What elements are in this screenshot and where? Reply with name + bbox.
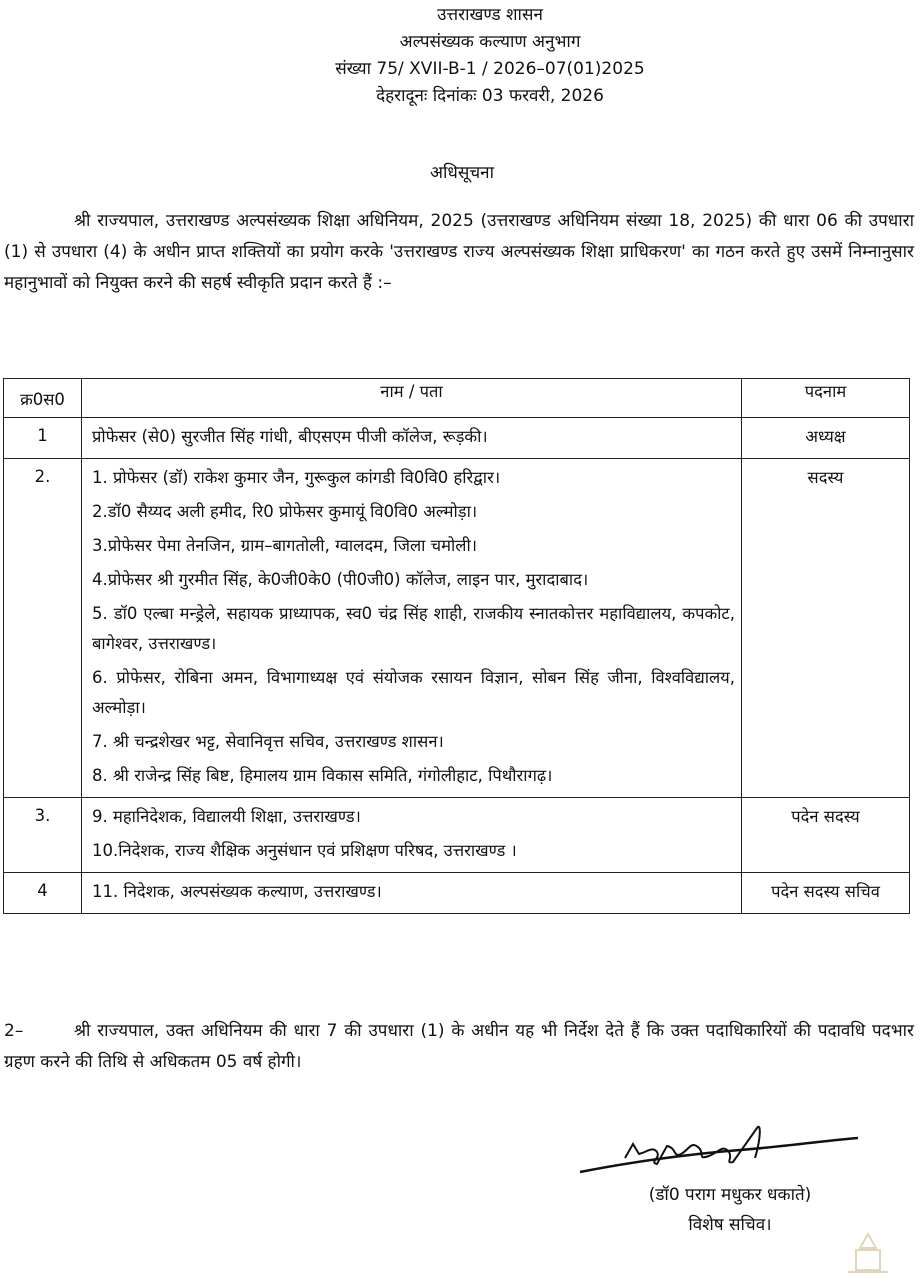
member-entry: 3.प्रोफेसर पेमा तेनजिन, ग्राम–बागतोली, ग्वालदम, जिला चमोली। bbox=[92, 536, 478, 555]
reference-number: संख्या 75/ XVII-B-1 / 2026–07(01)2025 bbox=[335, 59, 645, 79]
letterhead bbox=[300, 2, 680, 110]
member-entry: 1. प्रोफेसर (डॉ) राकेश कुमार जैन, गुरूकुल कांगडी वि0वि0 हरिद्वार। bbox=[92, 468, 501, 487]
designation-cell: अध्यक्ष bbox=[742, 418, 910, 459]
signatory-designation: विशेष सचिव। bbox=[688, 1215, 772, 1235]
table-row bbox=[4, 798, 910, 873]
intro-paragraph bbox=[4, 206, 914, 299]
table-header-row bbox=[4, 379, 910, 418]
member-entry: 9. महानिदेशक, विद्यालयी शिक्षा, उत्तराखण्ड। bbox=[92, 807, 361, 826]
member-entry: 5. डॉ0 एल्बा मन्ड्रेले, सहायक प्राध्यापक, स्व0 चंद्र सिंह शाही, राजकीय स्नातकोत्तर महाविद्यालय, कपकोट, बागेश्वर, उत्तराखण्ड। bbox=[92, 604, 735, 653]
serial-number-cell: 4 bbox=[4, 873, 82, 914]
header-name: नाम / पता bbox=[82, 379, 742, 418]
table-row bbox=[4, 418, 910, 459]
serial-number-cell: 1 bbox=[4, 418, 82, 459]
name-address-cell bbox=[82, 459, 742, 798]
clause-number: 2– bbox=[4, 1021, 24, 1041]
members-table bbox=[3, 378, 910, 914]
signatory-block bbox=[600, 1180, 860, 1240]
designation-cell: पदेन सदस्य bbox=[742, 798, 910, 873]
clause-2 bbox=[4, 1016, 914, 1078]
name-address-cell bbox=[82, 798, 742, 873]
member-entry: 8. श्री राजेन्द्र सिंह बिष्ट, हिमालय ग्राम विकास समिति, गंगोलीहाट, पिथौरागढ़। bbox=[92, 766, 553, 785]
name-address-cell bbox=[82, 418, 742, 459]
signature-image bbox=[570, 1110, 870, 1190]
table-row bbox=[4, 873, 910, 914]
member-entry: 10.निदेशक, राज्य शैक्षिक अनुसंधान एवं प्रशिक्षण परिषद, उत्तराखण्ड । bbox=[92, 841, 517, 860]
header-designation: पदनाम bbox=[742, 379, 910, 418]
table-row bbox=[4, 459, 910, 798]
department-name: अल्पसंख्यक कल्याण अनुभाग bbox=[399, 32, 581, 52]
intro-text: श्री राज्यपाल, उत्तराखण्ड अल्पसंख्यक शिक्षा अधिनियम, 2025 (उत्तराखण्ड अधिनियम संख्या 18, 2025) की धारा 06 की उपधारा (1) से उपधारा (4) के अधीन प्राप्त शक्तियों का प्रयोग करके 'उत्तराखण्ड राज्य अल्पसंख्यक शिक्षा प्राधिकरण' का गठन करते हुए उसमें निम्नानुसार महानुभावों को नियुक्त करने की सहर्ष स्वीकृति प्रदान करते हैं :– bbox=[4, 211, 914, 293]
document-title: अधिसूचना bbox=[430, 163, 494, 183]
serial-number-cell: 2. bbox=[4, 459, 82, 798]
clause-text: श्री राज्यपाल, उक्त अधिनियम की धारा 7 की उपधारा (1) के अधीन यह भी निर्देश देते हैं कि उक्त पदाधिकारियों की पदावधि पदभार ग्रहण करने की तिथि से अधिकतम 05 वर्ष होगी। bbox=[4, 1021, 914, 1072]
header-serial: क्र0स0 bbox=[4, 379, 82, 418]
member-entry: प्रोफेसर (से0) सुरजीत सिंह गांधी, बीएसएम पीजी कॉलेज, रूड़की। bbox=[92, 427, 488, 446]
member-entry: 4.प्रोफेसर श्री गुरमीत सिंह, के0जी0के0 (पी0जी0) कॉलेज, लाइन पार, मुरादाबाद। bbox=[92, 570, 589, 589]
member-entry: 7. श्री चन्द्रशेखर भट्ट, सेवानिवृत्त सचिव, उत्तराखण्ड शासन। bbox=[92, 732, 444, 751]
member-entry: 11. निदेशक, अल्पसंख्यक कल्याण, उत्तराखण्ड। bbox=[92, 882, 382, 901]
serial-number-cell: 3. bbox=[4, 798, 82, 873]
emblem-watermark bbox=[838, 1228, 898, 1278]
signatory-name: (डॉ0 पराग मधुकर धकाते) bbox=[648, 1185, 812, 1205]
name-address-cell bbox=[82, 873, 742, 914]
place-date: देहरादूनः दिनांकः 03 फरवरी, 2026 bbox=[376, 86, 604, 106]
designation-cell: सदस्य bbox=[742, 459, 910, 798]
member-entry: 2.डॉ0 सैय्यद अली हमीद, रि0 प्रोफेसर कुमायूं वि0वि0 अल्मोड़ा। bbox=[92, 502, 478, 521]
member-entry: 6. प्रोफेसर, रोबिना अमन, विभागाध्यक्ष एवं संयोजक रसायन विज्ञान, सोबन सिंह जीना, विश्वविद्यालय, अल्मोड़ा। bbox=[92, 668, 735, 717]
government-name: उत्तराखण्ड शासन bbox=[437, 5, 543, 25]
designation-cell: पदेन सदस्य सचिव bbox=[742, 873, 910, 914]
